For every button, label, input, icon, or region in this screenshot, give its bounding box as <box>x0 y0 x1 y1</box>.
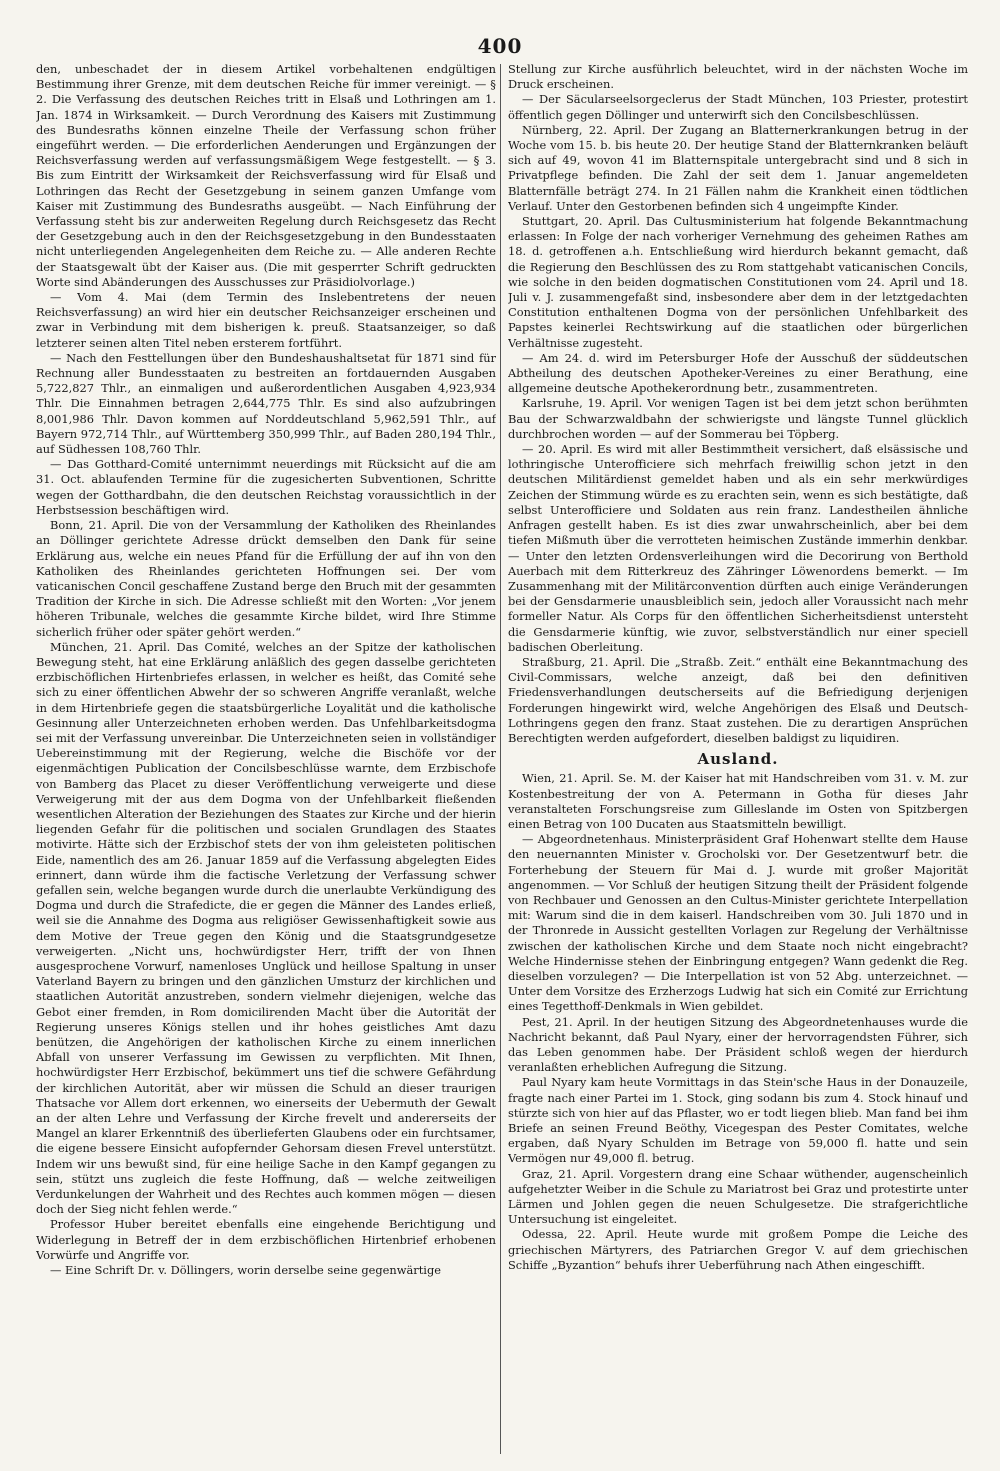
page-number: 400 <box>477 34 523 58</box>
article-paragraph: — Am 24. d. wird im Petersburger Hofe der Ausschuß der süddeutschen Abtheilung des deutschen Apotheker-Vereines zu einer Berathung, eine allgemeine deutsche Apothekerordnung betr., zusammentreten. <box>508 350 968 396</box>
column-divider <box>500 64 501 1454</box>
article-paragraph: — 20. April. Es wird mit aller Bestimmtheit versichert, daß elsässische und lothringische Unterofficiere sich mehrfach freiwillig schon jetzt in den deutschen Militärdienst gemeldet haben und als ein sehr merkwürdiges Zeichen der Stimmung würde es zu erachten sein, wenn es sich bestätigte, daß selbst Unterofficiere und Soldaten aus rein franz. Landestheilen ähnliche Anfragen gestellt haben. Es ist dies zwar unwahrscheinlich, aber bei dem tiefen Mißmuth über die verrotteten heimischen Zustände immerhin denkbar. — Unter den letzten Ordensverleihungen wird die Decorirung von Berthold Auerbach mit dem Ritterkreuz des Zähringer Löwenordens bemerkt. — Im Zusammenhang mit der Militärconvention dürften auch einige Veränderungen bei der Gensdarmerie unausbleiblich sein, jedoch aller Voraussicht nach mehr formeller Natur. Als Corps für den öffentlichen Sicherheitsdienst untersteht die Gensdarmerie künftig, wie zuvor, selbstverständlich nur einer speciell badischen Oberleitung. <box>508 442 968 654</box>
article-paragraph: — Der Säcularseelsorgeclerus der Stadt München, 103 Priester, protestirt öffentlich gegen Döllinger und unterwirft sich den Concilsbeschlüssen. <box>508 92 968 122</box>
article-paragraph: Bonn, 21. April. Die von der Versammlung der Katholiken des Rheinlandes an Döllinger gerichtete Adresse drückt demselben den Dank für seine Erklärung aus, welche ein neues Pfand für die Erfüllung der auf ihn von den Katholiken des Rheinlandes gerichteten Hoffnungen sei. Der vom vaticanischen Concil geschaffene Zustand berge den Bruch mit der gesammten Tradition der Kirche in sich. Die Adresse schließt mit den Worten: „Vor jenem höheren Tribunale, welches die gesammte Kirche bildet, wird Ihre Stimme sicherlich früher oder später gehört werden.“ <box>36 518 496 639</box>
article-paragraph: — Vom 4. Mai (dem Termin des Inslebentretens der neuen Reichsverfassung) an wird hier ein deutscher Reichsanzeiger erscheinen und zwar in Verbindung mit dem bisherigen k. preuß. Staatsanzeiger, so daß letzterer seinen alten Titel neben ersterem fortführt. <box>36 290 496 350</box>
article-paragraph: — Das Gotthard-Comité unternimmt neuerdings mit Rücksicht auf die am 31. Oct. ablaufenden Termine für die zugesicherten Subventionen, Schritte wegen der Gotthardbahn, die den deutschen Reichstag voraussichtlich in der Herbstsession beschäftigen wird. <box>36 457 496 517</box>
article-paragraph: Odessa, 22. April. Heute wurde mit großem Pompe die Leiche des griechischen Märtyrers, des Patriarchen Gregor V. auf dem griechischen Schiffe „Byzantion“ behufs ihrer Ueberführung nach Athen eingeschifft. <box>508 1227 968 1272</box>
article-paragraph: Graz, 21. April. Vorgestern drang eine Schaar wüthender, augenscheinlich aufgehetzter Weiber in die Schule zu Mariatrost bei Graz und protestirte unter Lärmen und Johlen gegen die neuen Schulgesetze. Die strafgerichtliche Untersuchung ist eingeleitet. <box>508 1166 968 1227</box>
article-paragraph: Karlsruhe, 19. April. Vor wenigen Tagen ist bei dem jetzt schon berühmten Bau der Schwarzwaldbahn der schwierigste und längste Tunnel glücklich durchbrochen worden — auf der Sommerau bei Töpberg. <box>508 396 968 441</box>
article-paragraph: Paul Nyary kam heute Vormittags in das Stein'sche Haus in der Donauzeile, fragte nach einer Partei im 1. Stock, ging sodann bis zum 4. Stock hinauf und stürzte sich von hier auf das Pflaster, wo er todt liegen blieb. Man fand bei ihm Briefe an seinen Freund Beöthy, Vicegespan des Pester Comitates, welche ergaben, daß Nyary Schulden im Betrage von 59,000 fl. hatte und sein Vermögen nur 49,000 fl. betrug. <box>508 1075 968 1166</box>
article-paragraph: Straßburg, 21. April. Die „Straßb. Zeit.“ enthält eine Bekanntmachung des Civil-Commissars, welche anzeigt, daß bei den definitiven Friedensverhandlungen deutscherseits auf die Befriedigung derjenigen Forderungen hingewirkt wird, welche Angehörigen des Elsaß und Deutsch-Lothringens gegen den franz. Staat zustehen. Die zu derartigen Ansprüchen Berechtigten werden aufgefordert, dieselben baldigst zu liquidiren. <box>508 654 968 745</box>
article-paragraph: Pest, 21. April. In der heutigen Sitzung des Abgeordnetenhauses wurde die Nachricht bekannt, daß Paul Nyary, einer der hervorragendsten Führer, sich das Leben genommen habe. Der Präsident schloß wegen der hierdurch veranlaßten erheblichen Aufregung die Sitzung. <box>508 1014 968 1075</box>
article-paragraph: Nürnberg, 22. April. Der Zugang an Blatternerkrankungen betrug in der Woche vom 15. b. bis heute 20. Der heutige Stand der Blatternkranken beläuft sich auf 49, wovon 41 im Blatternspitale untergebracht sind und 8 sich in Privatpflege befinden. Die Zahl der seit dem 1. Januar angemeldeten Blatternfälle beträgt 274. In 21 Fällen nahm die Krankheit einen tödtlichen Verlauf. Unter den Gestorbenen befinden sich 4 ungeimpfte Kinder. <box>508 122 968 213</box>
article-paragraph: — Eine Schrift Dr. v. Döllingers, worin derselbe seine gegenwärtige <box>50 1263 441 1278</box>
left-column <box>36 62 496 1460</box>
right-column <box>508 62 968 1460</box>
article-paragraph: Stellung zur Kirche ausführlich beleuchtet, wird in der nächsten Woche im Druck erscheinen. <box>508 62 968 92</box>
article-paragraph: — Abgeordnetenhaus. Ministerpräsident Graf Hohenwart stellte dem Hause den neuernannten Minister v. Grocholski vor. Der Gesetzentwurf betr. die Forterhebung der Steuern für Mai d. J. wurde mit großer Majorität angenommen. — Vor Schluß der heutigen Sitzung theilt der Präsident folgende von Rechbauer und Genossen an den Cultus-Minister gerichtete Interpellation mit: Warum sind die in dem kaiserl. Handschreiben vom 30. Juli 1870 und in der Thronrede in Aussicht gestellten Vorlagen zur Regelung der Verhältnisse zwischen der katholischen Kirche und dem Staate noch nicht eingebracht? Welche Hindernisse stehen der Einbringung entgegen? Wann gedenkt die Reg. dieselben vorzulegen? — Die Interpellation ist von 52 Abg. unterzeichnet. — Unter dem Vorsitze des Erzherzogs Ludwig hat sich ein Comité zur Errichtung eines Tegetthoff-Denkmals in Wien gebildet. <box>508 832 968 1014</box>
article-paragraph: — Nach den Festtellungen über den Bundeshaushaltsetat für 1871 sind für Rechnung aller Bundesstaaten zu bestreiten an fortdauernden Ausgaben 5,722,827 Thlr., an einmaligen und außerordentlichen Ausgaben 4,923,934 Thlr. Die Einnahmen betragen 2,644,775 Thlr. Es sind also aufzubringen 8,001,986 Thlr. Davon kommen auf Norddeutschland 5,962,591 Thlr., auf Bayern 972,714 Thlr., auf Württemberg 350,999 Thlr., auf Baden 280,194 Thlr., auf Südhessen 108,760 Thlr. <box>36 350 496 457</box>
article-paragraph: München, 21. April. Das Comité, welches an der Spitze der katholischen Bewegung steht, hat eine Erklärung anläßlich des gegen dasselbe gerichteten erzbischöflichen Hirtenbriefes erlassen, in welcher es heißt, das Comité sehe sich zu einer öffentlichen Abwehr der so schweren Angriffe veranlaßt, welche in dem Hirtenbriefe gegen die staatsbürgerliche Loyalität und die katholische Gesinnung aller Unterzeichneten erhoben werden. Das Unfehlbarkeitsdogma sei mit der Verfassung unvereinbar. Die Unterzeichneten seien in vollständiger Uebereinstimmung mit der Regierung, welche die Bischöfe vor der eigenmächtigen Publication der Concilsbeschlüsse warnte, dem Erzbischofe von Bamberg das Placet zu dieser Veröffentlichung verweigerte und diese Verweigerung mit der aus dem Dogma von der Unfehlbarkeit fließenden wesentlichen Alteration der Beziehungen des Staates zur Kirche und der hierin liegenden Gefahr für die politischen und socialen Grundlagen des Staates motivirte. Hätte sich der Erzbischof stets der von ihm geleisteten politischen Eide, namentlich des am 26. Januar 1859 auf die Verfassung abgelegten Eides erinnert, dann würde ihm die factische Verletzung der Verfassung schwer gefallen sein, welche begangen wurde durch die unerlaubte Verkündigung des Dogma und durch die Strafedicte, die er gegen die Männer des Landes erließ, weil sie die Annahme des Dogma aus religiöser Gewissenhaftigkeit sowie aus dem Motive der Treue gegen den König und die Staatsgrundgesetze verweigerten. „Nicht uns, hochwürdigster Herr, trifft der von Ihnen ausgesprochene Vorwurf, namenloses Unglück und heillose Spaltung in unser Vaterland Bayern zu bringen und den gänzlichen Umsturz der kirchlichen und staatlichen Autorität anzustreben, sondern vielmehr diejenigen, welche das Gebot einer fremden, in Rom domicilirenden Macht über die Autorität der Regierung unseres Königs stellen und ihr hohes geistliches Amt dazu benützen, die Angehörigen der katholischen Kirche zu einem innerlichen Abfall von unserer Verfassung im Gewissen zu verpflichten. Mit Ihnen, hochwürdigster Herr Erzbischof, bekümmert uns tief die schwere Gefährdung der kirchlichen Autorität, aber wir müssen die Schuld an dieser traurigen Thatsache vor Allem dort erkennen, wo einerseits der Uebermuth der Gewalt an der alten Lehre und Verfassung der Kirche frevelt und andererseits der Mangel an klarer Erkenntniß des überlieferten Glaubens oder ein furchtsamer, die eigene bessere Einsicht aufopfernder Gehorsam diesen Frevel unterstützt. Indem wir uns bewußt sind, für eine heilige Sache in den Kampf gegangen zu sein, stützt uns zugleich die feste Hoffnung, daß — welche zeitweiligen Verdunkelungen der Wahrheit und des Rechtes auch kommen mögen — diesen doch der Sieg nicht fehlen werde.“ <box>36 639 496 1217</box>
article-paragraph: Wien, 21. April. Se. M. der Kaiser hat mit Handschreiben vom 31. v. M. zur Kostenbestreitung der von A. Petermann in Gotha für dieses Jahr veranstalteten Forschungsreise zum Gilleslande im Osten von Spitzbergen einen Betrag von 100 Ducaten aus Staatsmitteln bewilligt. <box>508 771 968 831</box>
section-heading-ausland: Ausland. <box>697 750 779 769</box>
article-paragraph: Stuttgart, 20. April. Das Cultusministerium hat folgende Bekanntmachung erlassen: In Folge der nach vorheriger Vernehmung des geheimen Rathes am 18. d. getroffenen a.h. Entschließung wird hierdurch bekannt gemacht, daß die Regierung den Beschlüssen des zu Rom stattgehabt vaticanischen Concils, wie solche in den beiden dogmatischen Constitutionen vom 24. April und 18. Juli v. J. zusammengefaßt sind, insbesondere aber dem in der letztgedachten Constitution enthaltenen Dogma von der persönlichen Unfehlbarkeit des Papstes keinerlei Rechtswirkung auf die staatlichen oder bürgerlichen Verhältnisse zugesteht. <box>508 214 968 350</box>
article-paragraph: Professor Huber bereitet ebenfalls eine eingehende Berichtigung und Widerlegung in Betreff der in dem erzbischöflichen Hirtenbrief erhobenen Vorwürfe und Angriffe vor. <box>36 1217 496 1262</box>
article-paragraph: den, unbeschadet der in diesem Artikel vorbehaltenen endgültigen Bestimmung ihrer Grenze, mit dem deutschen Reiche für immer vereinigt. — § 2. Die Verfassung des deutschen Reiches tritt in Elsaß und Lothringen am 1. Jan. 1874 in Wirksamkeit. — Durch Verordnung des Kaisers mit Zustimmung des Bundesraths können einzelne Theile der Verfassung schon früher eingeführt werden. — Die erforderlichen Aenderungen und Ergänzungen der Reichsverfassung werden auf verfassungsmäßigem Wege festgestellt. — § 3. Bis zum Eintritt der Wirksamkeit der Reichsverfassung wird für Elsaß und Lothringen das Recht der Gesetzgebung in seinem ganzen Umfange vom Kaiser mit Zustimmung des Bundesraths ausgeübt. — Nach Einführung der Verfassung steht bis zur anderweiten Regelung durch Reichsgesetz das Recht der Gesetzgebung auch in den der Reichsgesetzgebung in den Bundesstaaten nicht unterliegenden Angelegenheiten dem Reiche zu. — Alle anderen Rechte der Staatsgewalt übt der Kaiser aus. (Die mit gesperrter Schrift gedruckten Worte sind Abänderungen des Ausschusses zur Präsidiolvorlage.) <box>36 62 496 289</box>
